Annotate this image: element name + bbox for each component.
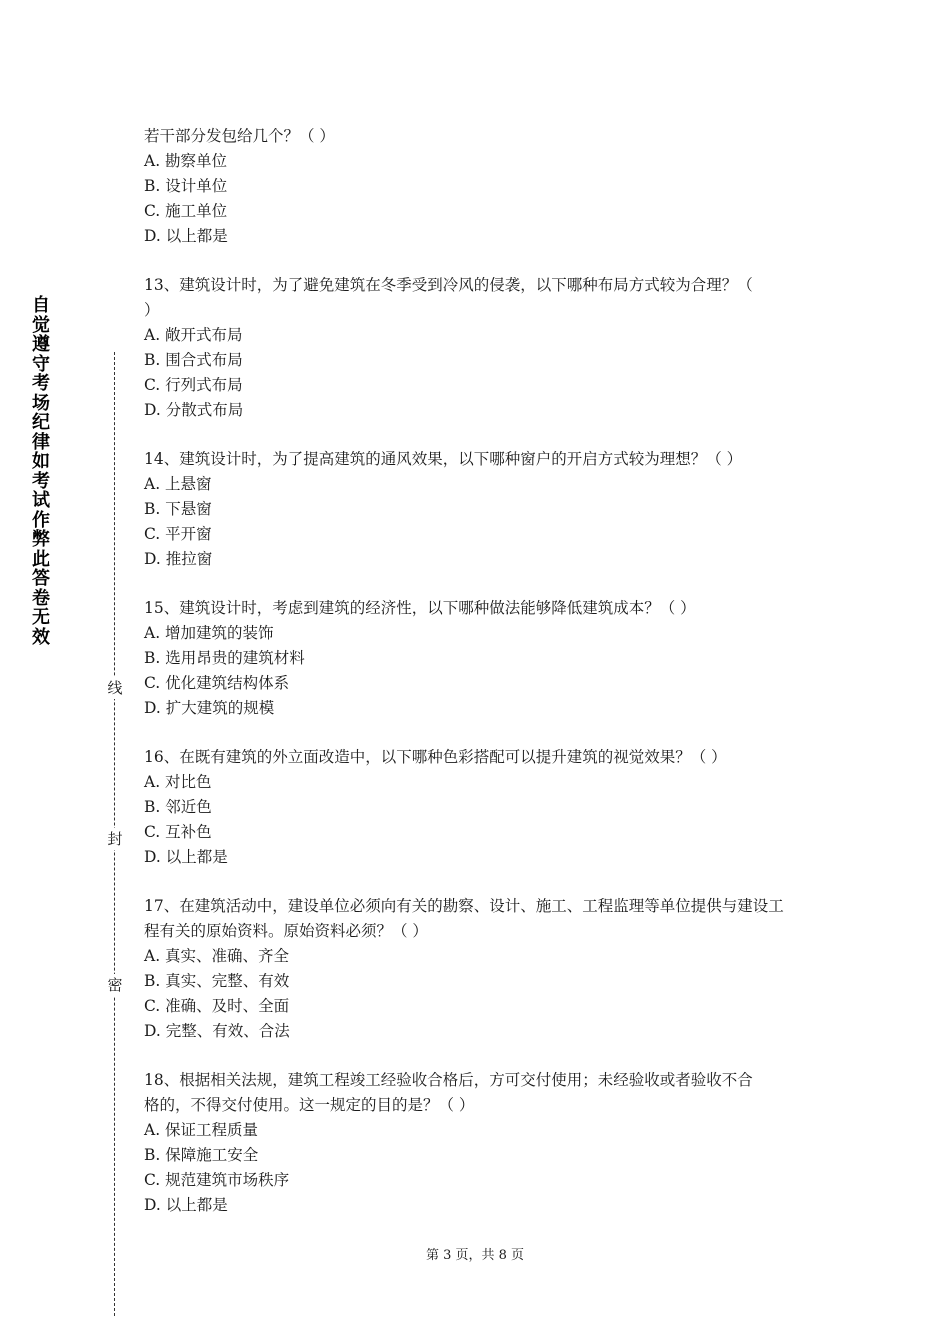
answer-option[interactable]: C. 互补色 [144,823,212,841]
answer-option[interactable]: D. 以上都是 [144,1196,228,1214]
question-stem: ） [144,301,160,319]
answer-option[interactable]: C. 行列式布局 [144,376,243,394]
answer-option[interactable]: D. 以上都是 [144,848,228,866]
answer-option[interactable]: C. 平开窗 [144,525,212,543]
question-block [144,273,814,423]
question-stem: 16、在既有建筑的外立面改造中，以下哪种色彩搭配可以提升建筑的视觉效果？（ ） [144,748,727,766]
answer-option[interactable]: A. 增加建筑的装饰 [144,624,274,642]
binding-mark-line: 线 [107,679,123,697]
question-block [144,124,814,249]
question-block [144,894,814,1044]
answer-option[interactable]: B. 围合式布局 [144,351,243,369]
answer-option[interactable]: D. 扩大建筑的规模 [144,699,275,717]
answer-option[interactable]: A. 对比色 [144,773,212,791]
question-stem: 15、建筑设计时，考虑到建筑的经济性，以下哪种做法能够降低建筑成本？（ ） [144,599,696,617]
answer-option[interactable]: B. 选用昂贵的建筑材料 [144,649,305,667]
answer-option[interactable]: A. 勘察单位 [144,152,228,170]
answer-option[interactable]: B. 真实、完整、有效 [144,972,290,990]
question-stem: 18、根据相关法规，建筑工程竣工经验收合格后，方可交付使用；未经验收或者验收不合 [144,1071,753,1089]
answer-option[interactable]: C. 规范建筑市场秩序 [144,1171,290,1189]
answer-option[interactable]: D. 分散式布局 [144,401,244,419]
question-block [144,447,814,572]
binding-mark-seal: 封 [107,830,123,848]
answer-option[interactable]: C. 施工单位 [144,202,228,220]
question-block [144,596,814,721]
question-block [144,1068,814,1218]
exam-discipline-notice: 自觉遵守考场纪律如考试作弊此答卷无效 [32,295,50,648]
answer-option[interactable]: B. 邻近色 [144,798,212,816]
page-footer: 第 3 页，共 8 页 [425,1248,525,1263]
answer-option[interactable]: D. 以上都是 [144,227,228,245]
answer-option[interactable]: B. 下悬窗 [144,500,212,518]
question-stem: 若干部分发包给几个？（ ） [144,127,335,145]
question-stem: 17、在建筑活动中，建设单位必须向有关的勘察、设计、施工、工程监理等单位提供与建设工 [144,897,784,915]
question-stem: 13、建筑设计时，为了避免建筑在冬季受到冷风的侵袭，以下哪种布局方式较为合理？（ [144,276,753,294]
answer-option[interactable]: A. 保证工程质量 [144,1121,259,1139]
answer-option[interactable]: C. 优化建筑结构体系 [144,674,290,692]
answer-option[interactable]: C. 准确、及时、全面 [144,997,290,1015]
question-list [144,124,814,1242]
answer-option[interactable]: A. 真实、准确、齐全 [144,947,290,965]
answer-option[interactable]: D. 完整、有效、合法 [144,1022,290,1040]
binding-mark-secret: 密 [107,976,123,994]
question-stem: 程有关的原始资料。原始资料必须？（ ） [144,922,428,940]
answer-option[interactable]: B. 保障施工安全 [144,1146,259,1164]
answer-option[interactable]: D. 推拉窗 [144,550,213,568]
answer-option[interactable]: B. 设计单位 [144,177,228,195]
question-stem: 14、建筑设计时，为了提高建筑的通风效果，以下哪种窗户的开启方式较为理想？（ ） [144,450,743,468]
question-stem: 格的，不得交付使用。这一规定的目的是？（ ） [144,1096,475,1114]
answer-option[interactable]: A. 上悬窗 [144,475,212,493]
question-block [144,745,814,870]
answer-option[interactable]: A. 敞开式布局 [144,326,243,344]
